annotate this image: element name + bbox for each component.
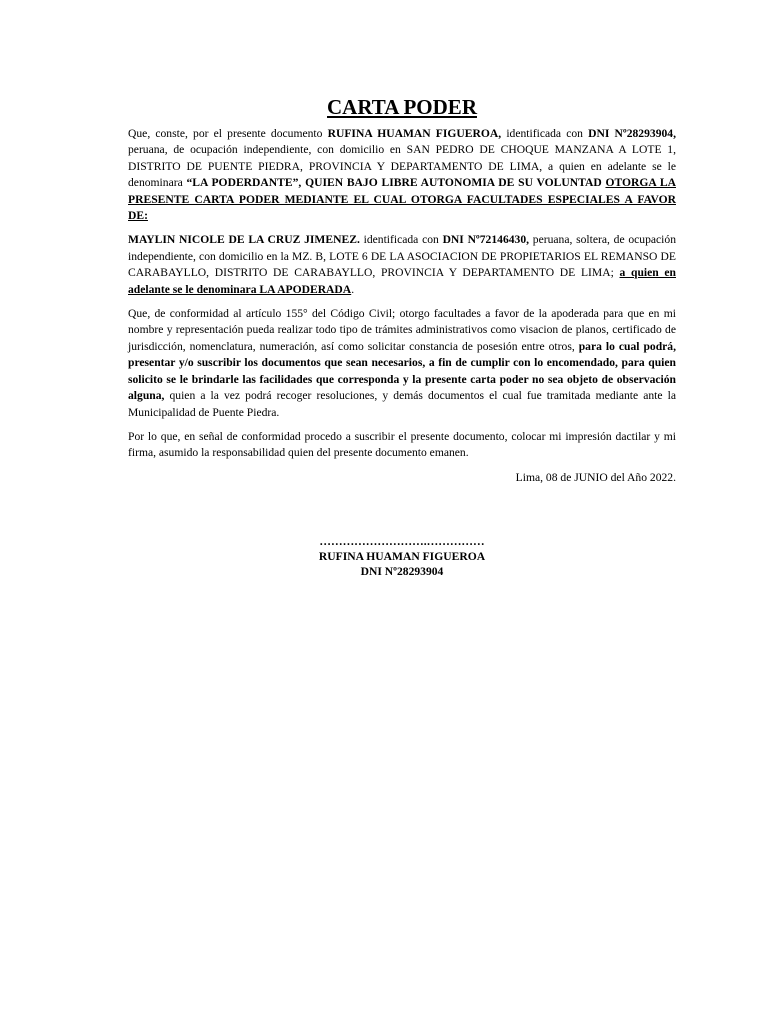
p2-text-2: peruana, soltera, de ocupación independiente, con domicilio en la MZ. B, LOTE 6 DE LA ASOCIACION DE PROPIETARIOS EL REMANSO DE CARABAYLLO, DISTRITO DE CARABAYLLO, PROVINCIA Y DEPARTAMENTO DE LIMA;: [128, 233, 677, 280]
document-title: CARTA PODER: [327, 95, 477, 119]
signer-name: RUFINA HUAMAN FIGUEROA: [318, 550, 486, 563]
p1-text-3: peruana, de ocupación independiente, con domicilio en SAN PEDRO DE CHOQUE MANZANA A LOTE 1, DISTRITO DE PUENTE PIEDRA, PROVINCIA Y DEPARTAMENTO DE LIMA, a quien en adelante se le denominara: [128, 143, 676, 190]
paragraph-facultades: [128, 306, 676, 421]
facultades-bold-clause: para lo cual podrá, presentar y/o suscribir los documentos que sean necesarios, a fin de cumplir con lo encomendado, para quien solicito se le brindarle las facilidades que corresponda y la presente carta poder no sea objeto de observación alguna,: [128, 339, 676, 403]
p2-text-3: .: [351, 282, 355, 296]
p1-text-1: Que, conste, por el presente documento: [128, 127, 328, 140]
apoderada-dni: DNI Nº72146430,: [442, 233, 530, 247]
paragraph-conformidad: Por lo que, en señal de conformidad procedo a suscribir el presente documento, colocar mi impresión dactilar y mi firma, asumido la responsabilidad quien del presente documento emanen.: [128, 429, 676, 460]
p2-text-1: identificada con: [359, 233, 443, 247]
poderdante-name: RUFINA HUAMAN FIGUEROA,: [327, 127, 502, 140]
p1-text-2: identificada con: [501, 127, 589, 140]
document-page: [128, 94, 677, 578]
p3-text-1: Que, de conformidad al artículo 155° del Código Civil; otorgo facultades a favor de la apoderada para que en mi nombre y representación pueda realizar todo tipo de trámites administrativos como visacion de planos, certificado de jurisdicción, nomenclatura, numeración, así como solicitar constancia de posesión entre otros,: [128, 307, 676, 353]
p3-text-2: quien a la vez podrá recoger resoluciones, y demás documentos el cual fue tramitada mediante ante la Municipalidad de Puente Piedra.: [128, 389, 676, 419]
paragraph-apoderada: [128, 232, 676, 298]
poderdante-dni: DNI Nº28293904,: [588, 127, 676, 140]
signature-line: ……………………….……………: [319, 535, 485, 548]
poderdante-designation: “LA PODERDANTE”, QUIEN BAJO LIBRE AUTONOMIA DE SU VOLUNTAD: [186, 176, 606, 190]
apoderada-name: MAYLIN NICOLE DE LA CRUZ JIMENEZ.: [128, 233, 360, 247]
paragraph-poderdante: [128, 126, 676, 224]
signature-block: [128, 534, 676, 579]
apoderada-designation: a quien en adelante se le denominara LA APODERADA: [128, 266, 676, 296]
document-date: Lima, 08 de JUNIO del Año 2022.: [515, 470, 676, 484]
grant-clause: OTORGA LA PRESENTE CARTA PODER MEDIANTE EL CUAL OTORGA FACULTADES ESPECIALES A FAVOR DE:: [128, 176, 676, 223]
signer-dni: DNI Nº28293904: [360, 565, 444, 578]
